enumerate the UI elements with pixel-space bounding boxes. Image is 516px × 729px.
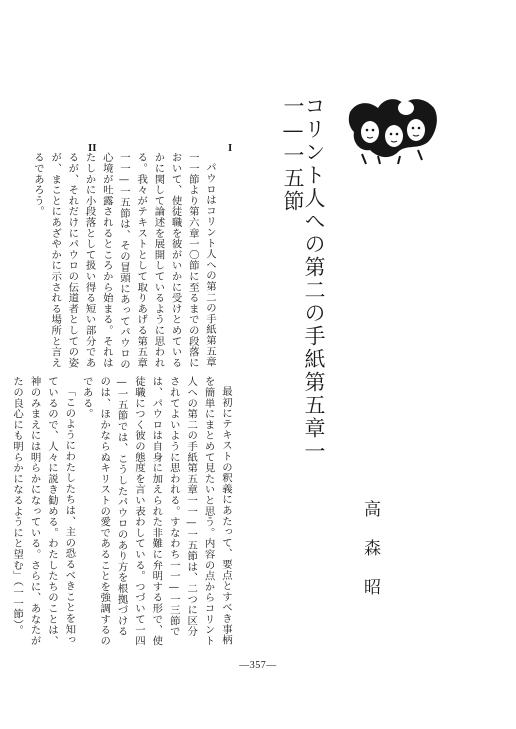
quotation-paragraph: 「このようにわたしたちは、主の恐るべきことを知っているので、人々に説き勧める。わたしたちのことは、神のみまえには明らかになっている。さらに、あなたがたの良心にも明らかになるようにと望む」（一一節）。 [11, 376, 76, 646]
body-text-lower [8, 376, 234, 646]
section-numeral-1: I [228, 142, 233, 154]
paragraph: パウロはコリント人への第二の手紙第五章一一節より第六章一〇節に至るまでの段落において、使徒職を彼がいかに受けとめているかに関して論述を展開しているように思われる。我々がテキストとして取りあげる第五章一一—一五節は、その冒頭にあってパウロの心境が吐露されるところから始まる。それはたしかに小段落として扱い得る短い部分であるが、それだけにパウロの伝道者としての姿が、まことにあざやかに示される場所と言えるであろう。 [31, 152, 216, 370]
article-title: コリント人への第二の手紙第五章一一—一五節 [280, 95, 326, 463]
section-numeral-2: II [88, 142, 97, 154]
body-text-upper [29, 152, 218, 377]
figures-illustration [348, 94, 440, 166]
paragraph: 最初にテキストの釈義にあたって、要点とすべき事柄を簡単にまとめて見たいと思う。内容の点からコリント人への第二の手紙第五章一一—一五節は、二つに区分されてよいように思われる。すなわち一一—一三節では、パウロは自身に加えられた非難に弁明する形で、使徒職につく彼の態度を言い表わしている。つづいて一四—一五節では、こうしたパウロのあり方を根拠づけるのは、ほかならぬキリストの愛であることを強調するのである。 [80, 376, 232, 646]
author-name: 高森昭 [360, 500, 380, 617]
page-number: —357— [239, 660, 277, 671]
